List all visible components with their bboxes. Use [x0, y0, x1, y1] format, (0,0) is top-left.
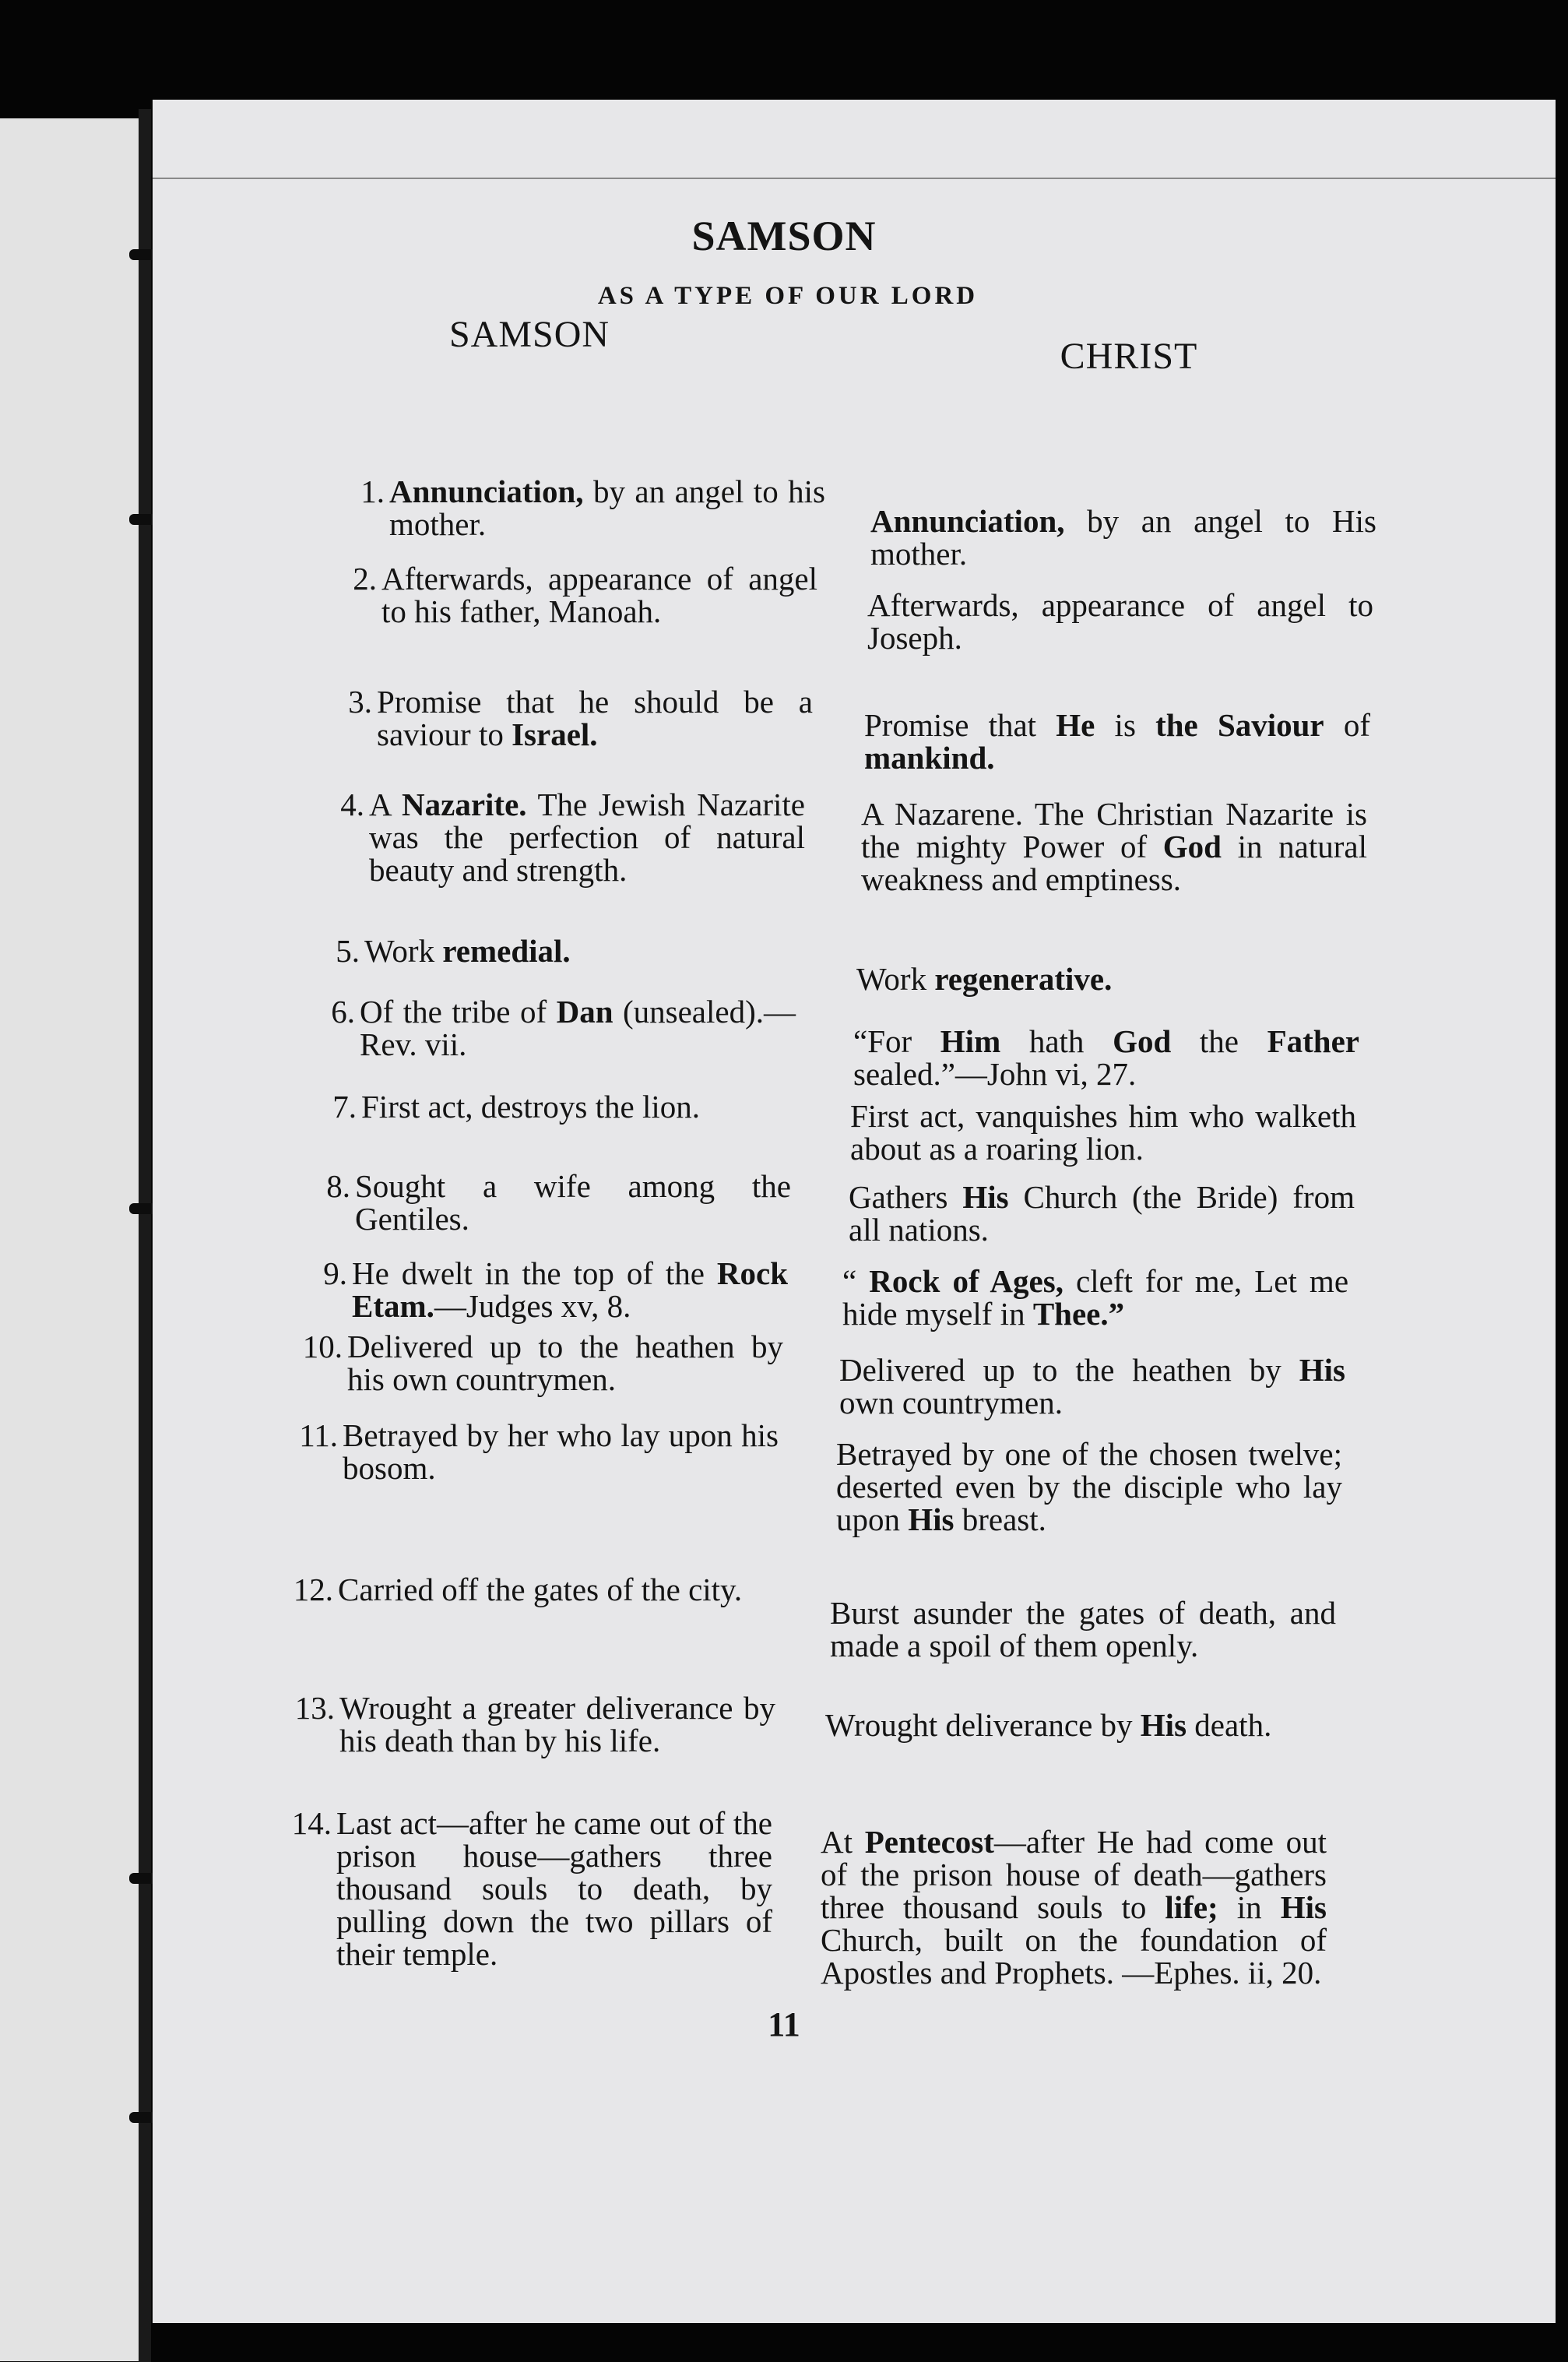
samson-row — [348, 684, 813, 752]
christ-row — [850, 1100, 1356, 1165]
christ-text: Annunciation, by an angel to His mother. — [870, 503, 1376, 572]
christ-row — [867, 589, 1373, 654]
page-subtitle: AS A TYPE OF OUR LORD — [597, 282, 979, 310]
samson-text: Promise that he should be a saviour to Israel. — [377, 684, 813, 752]
samson-text: Wrought a greater deliverance by his death than by his life. — [339, 1690, 775, 1758]
row-number: 13. — [294, 1690, 335, 1726]
christ-text: Wrought deliverance by His death. — [825, 1707, 1272, 1743]
christ-row — [836, 1438, 1342, 1536]
row-number: 4. — [340, 787, 364, 822]
page-title: SAMSON — [691, 213, 877, 259]
christ-row — [825, 1709, 1331, 1741]
christ-text: Promise that He is the Saviour of mankind. — [864, 707, 1370, 776]
row-number: 14. — [291, 1805, 332, 1841]
samson-text: A Nazarite. The Jewish Nazarite was the perfection of natural beauty and strength. — [369, 787, 805, 888]
samson-row — [302, 1329, 783, 1397]
row-number: 2. — [353, 561, 377, 597]
row-number: 9. — [323, 1255, 347, 1291]
samson-row — [336, 933, 800, 969]
samson-text: Of the tribe of Dan (unsealed).—Rev. vii. — [360, 994, 796, 1062]
samson-row — [299, 1417, 779, 1486]
christ-text: Betrayed by one of the chosen twelve; deserted even by the disciple who lay upon His breast. — [836, 1436, 1342, 1537]
samson-row — [294, 1690, 775, 1758]
christ-row — [839, 1353, 1345, 1419]
row-number: 8. — [326, 1168, 350, 1204]
samson-row — [293, 1572, 774, 1607]
row-number: 10. — [302, 1329, 343, 1364]
samson-row — [353, 561, 817, 629]
samson-text: He dwelt in the top of the Rock Etam.—Judges xv, 8. — [352, 1255, 788, 1324]
samson-text: Work remedial. — [364, 933, 571, 969]
samson-row — [291, 1805, 772, 1972]
row-number: 12. — [293, 1572, 333, 1607]
christ-text: “For Him hath God the Father sealed.”—John vi, 27. — [853, 1023, 1360, 1092]
christ-row — [864, 709, 1370, 774]
christ-text: At Pentecost—after He had come out of the prison house of death—gathers three thousand souls to life; in His Church, built on the foundation of Apostles and Prophets. —Ephes. ii, 20. — [821, 1824, 1327, 1991]
row-number: 3. — [348, 684, 372, 720]
samson-text: Annunciation, by an angel to his mother. — [389, 473, 825, 542]
christ-row — [842, 1265, 1348, 1330]
page-top-edge — [153, 178, 1556, 184]
samson-text: Sought a wife among the Gentiles. — [355, 1168, 791, 1237]
christ-row — [870, 505, 1376, 570]
row-number: 7. — [332, 1089, 357, 1125]
samson-text: Delivered up to the heathen by his own countrymen. — [347, 1329, 783, 1397]
samson-row — [340, 787, 805, 888]
right-column-heading: CHRIST — [1060, 336, 1198, 377]
samson-text: Betrayed by her who lay upon his bosom. — [343, 1417, 779, 1486]
christ-text: Burst asunder the gates of death, and made a spoil of them openly. — [830, 1595, 1336, 1663]
row-number: 11. — [299, 1417, 338, 1453]
christ-row — [830, 1596, 1336, 1662]
christ-text: Delivered up to the heathen by His own countrymen. — [839, 1352, 1345, 1420]
christ-row — [853, 1025, 1359, 1090]
left-column-heading: SAMSON — [448, 314, 610, 355]
christ-text: Gathers His Church (the Bride) from all nations. — [849, 1179, 1355, 1248]
christ-row — [849, 1181, 1355, 1246]
christ-row — [821, 1825, 1327, 1989]
christ-text: Work regenerative. — [856, 961, 1113, 997]
row-number: 5. — [336, 933, 360, 969]
samson-row — [326, 1168, 791, 1237]
samson-row — [323, 1255, 788, 1324]
row-number: 1. — [360, 473, 385, 509]
christ-row — [861, 797, 1367, 896]
samson-text: Last act—after he came out of the prison house—gathers three thousand souls to death, by pulling down the two pillars of their temple. — [336, 1805, 772, 1972]
samson-row — [332, 1089, 797, 1125]
page-number: 11 — [768, 2005, 800, 2043]
samson-row — [331, 994, 796, 1062]
christ-text: First act, vanquishes him who walketh about as a roaring lion. — [850, 1098, 1356, 1167]
row-number: 6. — [331, 994, 355, 1030]
christ-text: A Nazarene. The Christian Nazarite is the mighty Power of God in natural weakness and emptiness. — [861, 796, 1367, 897]
samson-row — [360, 473, 825, 542]
christ-text: Afterwards, appearance of angel to Joseph. — [867, 587, 1373, 656]
samson-text: Carried off the gates of the city. — [338, 1572, 743, 1607]
christ-text: “ Rock of Ages, cleft for me, Let me hide myself in Thee.” — [842, 1263, 1349, 1332]
samson-text: Afterwards, appearance of angel to his father, Manoah. — [381, 561, 817, 629]
samson-text: First act, destroys the lion. — [361, 1089, 701, 1125]
christ-row — [856, 963, 1362, 995]
